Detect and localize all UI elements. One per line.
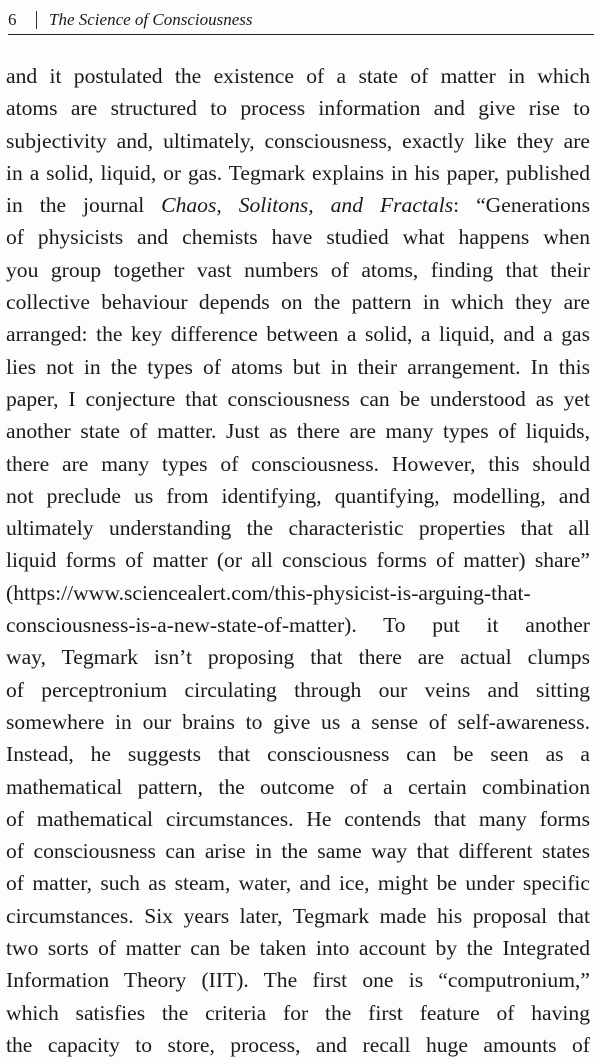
text-segment: of perceptronium circulating through our veins and sitting: [6, 677, 590, 702]
text-segment: another state of matter. Just as there are many types of liquids,: [6, 419, 590, 444]
text-segment: lies not in the types of atoms but in their arrangement. In this: [6, 354, 590, 379]
text-segment: Information Theory (IIT). The first one is “computronium,”: [6, 968, 590, 993]
text-line: [6, 900, 590, 932]
text-line: [6, 318, 590, 350]
text-segment: atoms are structured to process information and give rise to: [6, 96, 590, 121]
text-segment: : “Generations: [453, 193, 590, 218]
text-line: [6, 157, 590, 189]
text-segment: of matter, such as steam, water, and ice, might be under specific: [6, 871, 590, 896]
text-segment: consciousness-is-a-new-state-of-matter). To put it another: [6, 613, 590, 638]
text-segment: two sorts of matter can be taken into account by the Integrated: [6, 936, 590, 961]
text-segment: Instead, he suggests that consciousness can be seen as a: [6, 742, 590, 767]
text-line: [6, 254, 590, 286]
text-line: [6, 674, 590, 706]
book-title: The Science of Consciousness: [49, 10, 253, 29]
text-line: [6, 641, 590, 673]
text-line: [6, 803, 590, 835]
text-segment: in the journal: [6, 193, 162, 218]
text-segment: ultimately understanding the characteristic properties that all: [6, 516, 590, 541]
text-line: [6, 997, 590, 1029]
text-segment: liquid forms of matter (or all conscious forms of matter) share”: [6, 548, 590, 573]
text-line: [6, 383, 590, 415]
text-line: [6, 771, 590, 803]
text-segment: of mathematical circumstances. He contends that many forms: [6, 806, 590, 831]
italic-journal-title: Chaos, Solitons, and Fractals: [161, 193, 454, 218]
text-segment: and it postulated the existence of a state of matter in which: [6, 64, 590, 88]
text-line: [6, 189, 590, 221]
text-segment: in a solid, liquid, or gas. Tegmark explains in his paper, published: [6, 160, 590, 185]
text-segment: you group together vast numbers of atoms, finding that their: [6, 257, 590, 282]
text-segment: somewhere in our brains to give us a sense of self-awareness.: [6, 709, 590, 734]
text-line: [6, 415, 590, 447]
text-segment: way, Tegmark isn’t proposing that there are actual clumps: [6, 645, 590, 670]
text-line: [6, 221, 590, 253]
text-line: [6, 480, 590, 512]
page-number: 6: [8, 10, 17, 29]
text-line: [6, 609, 590, 641]
running-head: [8, 6, 594, 35]
text-segment: (https://www.sciencealert.com/this-physicist-is-arguing-that-: [6, 580, 531, 605]
text-segment: circumstances. Six years later, Tegmark made his proposal that: [6, 903, 590, 928]
text-line: [6, 577, 590, 609]
text-segment: paper, I conjecture that consciousness can be understood as yet: [6, 386, 590, 411]
text-line: [6, 544, 590, 576]
text-line: [6, 835, 590, 867]
text-line: [6, 60, 590, 92]
text-segment: of physicists and chemists have studied what happens when: [6, 225, 590, 250]
text-line: [6, 738, 590, 770]
text-segment: mathematical pattern, the outcome of a certain combination: [6, 774, 590, 799]
text-line: [6, 867, 590, 899]
text-line: [6, 448, 590, 480]
text-line: [6, 706, 590, 738]
text-segment: not preclude us from identifying, quantifying, modelling, and: [6, 483, 590, 508]
text-segment: which satisfies the criteria for the first feature of having: [6, 1000, 590, 1025]
text-segment: of consciousness can arise in the same way that different states: [6, 839, 590, 864]
text-line: [6, 512, 590, 544]
text-line: [6, 286, 590, 318]
text-line: [6, 125, 590, 157]
header-separator: [36, 11, 37, 29]
text-segment: there are many types of consciousness. However, this should: [6, 451, 590, 476]
text-segment: arranged: the key difference between a solid, a liquid, and a gas: [6, 322, 590, 347]
text-line: [6, 92, 590, 124]
text-line: [6, 932, 590, 964]
text-segment: the capacity to store, process, and recall huge amounts of: [6, 1032, 590, 1057]
body-paragraph: [6, 60, 590, 1061]
text-line: [6, 964, 590, 996]
text-segment: subjectivity and, ultimately, consciousness, exactly like they are: [6, 128, 590, 153]
text-segment: collective behaviour depends on the pattern in which they are: [6, 290, 590, 315]
text-line: [6, 351, 590, 383]
text-line: [6, 1029, 590, 1061]
